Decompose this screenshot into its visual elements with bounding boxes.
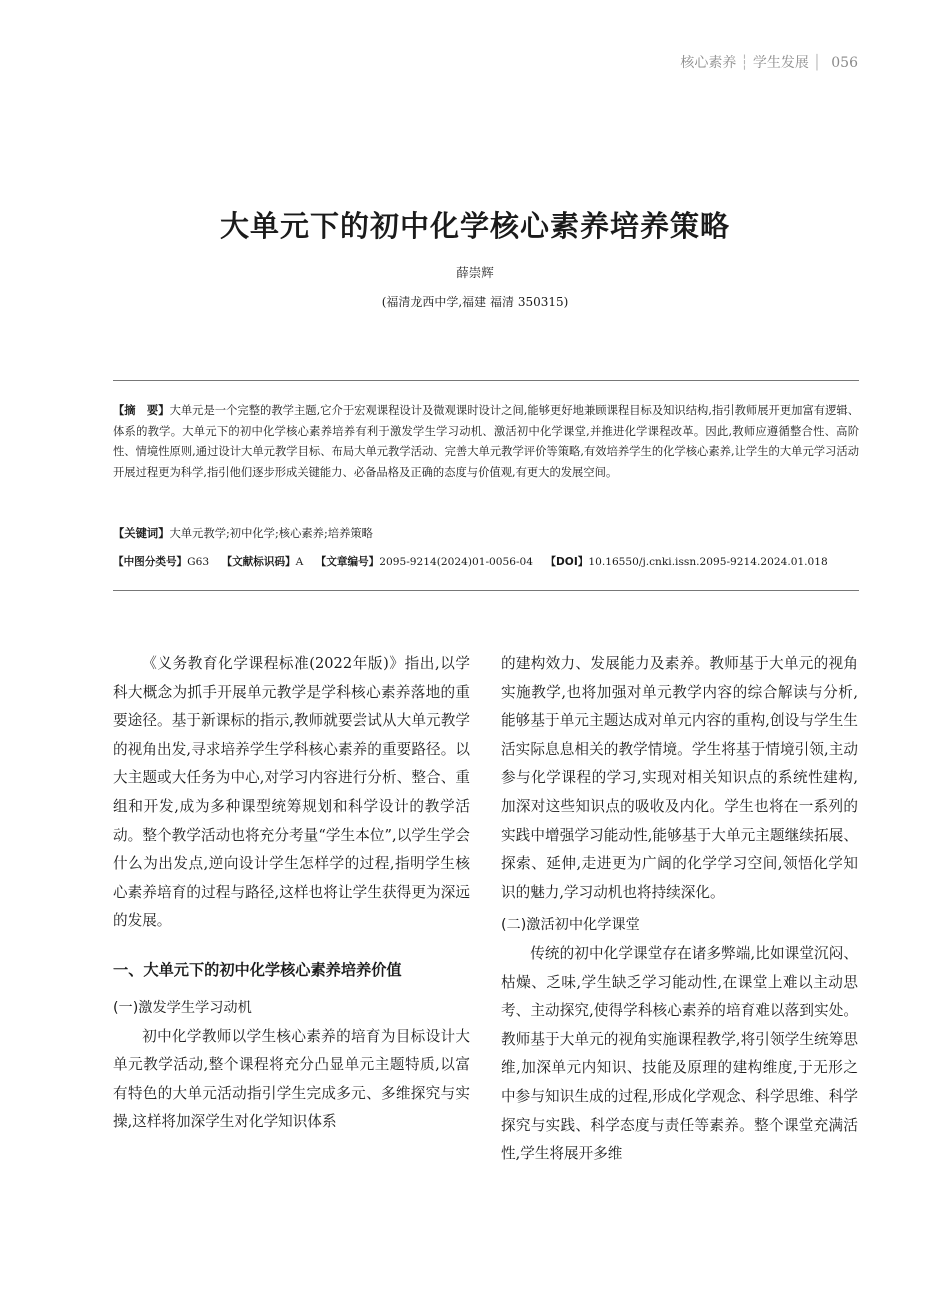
intro-paragraph: 《义务教育化学课程标准(2022年版)》指出,以学科大概念为抓手开展单元教学是学科核心素养落地的重要途径。基于新课标的指示,教师就要尝试从大单元教学的视角出发,寻求培养学生学科核心素养的重要路径。以大主题或大任务为中心,对学习内容进行分析、整合、重组和开发,成为多种课型统筹规划和科学设计的教学活动。整个教学活动也将充分考量“学生本位”,以学生学会什么为出发点,逆向设计学生怎样学的过程,指明学生核心素养培育的过程与路径,这样也将让学生获得更为深远的发展。 (113, 655, 470, 930)
abstract-label: 【摘 要】 (113, 404, 170, 417)
subsection-heading: (一)激发学生学习动机 (113, 999, 252, 1016)
section-heading: 一、大单元下的初中化学核心素养培养价值 (113, 960, 402, 979)
header-section-a: 核心素养 (680, 55, 737, 71)
abstract (113, 401, 859, 483)
header-separator: ┆ (740, 55, 749, 71)
header-section-b: 学生发展 (752, 55, 809, 71)
page-number: 056 (831, 55, 858, 71)
divider-top (113, 380, 859, 381)
article-title: 大单元下的初中化学核心素养培养策略 (219, 209, 730, 243)
body-paragraph-continued: 的建构效力、发展能力及素养。教师基于大单元的视角实施教学,也将加强对单元教学内容的综合解读与分析,能够基于单元主题达成对单元内容的重构,创设与学生生活实际息息相关的教学情境。学生将基于情境引领,主动参与化学课程的学习,实现对相关知识点的系统性建构,加深对这些知识点的吸收及内化。学生也将在一系列的实践中增强学习能动性,能够基于大单元主题继续拓展、探索、延伸,走进更为广阔的化学学习空间,领悟化学知识的魅力,学习动机也将持续深化。 (501, 655, 858, 901)
body-paragraph: 传统的初中化学课堂存在诸多弊端,比如课堂沉闷、枯燥、乏味,学生缺乏学习能动性,在课堂上难以主动思考、主动探究,使得学科核心素养的培育难以落到实处。教师基于大单元的视角实施课程教学,将引领学生统筹思维,加深单元内知识、技能及原理的建构维度,于无形之中参与知识生成的过程,形成化学观念、科学思维、科学探究与实践、科学态度与责任等素养。整个课堂充满活性,学生将展开多维 (501, 944, 858, 1163)
divider-bottom (113, 590, 859, 591)
body-column-left (113, 650, 470, 1137)
doc-code-label: 【文献标识码】 (221, 556, 296, 568)
doc-code-value: A (295, 556, 304, 568)
doi-label: 【DOI】 (545, 556, 589, 568)
subsection-heading: (二)激活初中化学课堂 (501, 917, 640, 934)
keywords-text: 大单元教学;初中化学;核心素养;培养策略 (169, 527, 373, 540)
article-number-label: 【文章编号】 (315, 556, 380, 568)
body-paragraph: 初中化学教师以学生核心素养的培育为目标设计大单元教学活动,整个课程将充分凸显单元主题特质,以富有特色的大单元活动指引学生完成多元、多维探究与实操,这样将加深学生对化学知识体系 (113, 1027, 470, 1131)
clc-value: G63 (187, 556, 210, 568)
clc-label: 【中图分类号】 (113, 556, 188, 568)
keywords (113, 525, 859, 541)
author: 薛崇辉 (456, 265, 494, 280)
article-number-value: 2095-9214(2024)01-0056-04 (379, 556, 534, 568)
doi-value: 10.16550/j.cnki.issn.2095-9214.2024.01.018 (588, 556, 828, 568)
header-separator: │ (812, 55, 822, 71)
running-header (680, 52, 858, 72)
keywords-label: 【关键词】 (113, 527, 170, 540)
affiliation: (福清龙西中学,福建 福清 350315) (381, 295, 569, 309)
article-meta (113, 554, 859, 569)
body-column-right (501, 650, 858, 1169)
abstract-text: 大单元是一个完整的教学主题,它介于宏观课程设计及微观课时设计之间,能够更好地兼顾课程目标及知识结构,指引教师展开更加富有逻辑、体系的教学。大单元下的初中化学核心素养培养有利于激发学生学习动机、激活初中化学课堂,并推进化学课程改革。因此,教师应遵循整合性、高阶性、情境性原则,通过设计大单元教学目标、布局大单元教学活动、完善大单元教学评价等策略,有效培养学生的化学核心素养,让学生的大单元学习活动开展过程更为科学,指引他们逐步形成关键能力、必备品格及正确的态度与价值观,有更大的发展空间。 (113, 404, 859, 479)
